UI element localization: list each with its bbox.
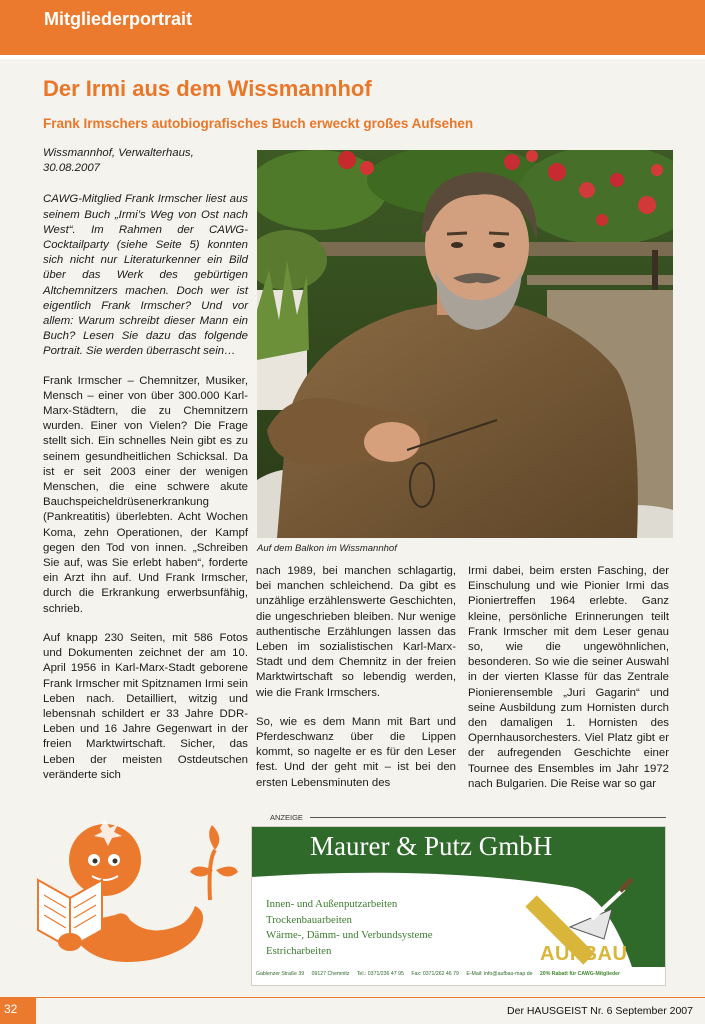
advert-service-item: Estricharbeiten xyxy=(266,944,332,957)
text-column-3 xyxy=(468,564,669,806)
advert-divider xyxy=(310,817,666,818)
advert-fax: Fax: 0371/262 46 79 xyxy=(411,971,459,977)
advert-services-list xyxy=(266,897,433,959)
page-number: 32 xyxy=(4,1002,18,1016)
article-intro: CAWG-Mitglied Frank Irmscher liest aus seinem Buch „Irmi’s Weg von Ost nach West“. Im Rahmen der CAWG-Cocktailparty (siehe Seite 5) konnten sich nicht nur Literaturkenner ein Bild über das Werk des gebürtigen Altchemnitzers machen. Doch wer ist eigentlich Frank Irmscher? Und vor allem: Warum schreibt dieser Mann ein Buch? Lesen Sie dazu das folgende Portrait. Sie werden überrascht sein… xyxy=(43,193,248,358)
advert-contact-line xyxy=(252,971,666,977)
advert-city: 09127 Chemnitz xyxy=(311,971,350,977)
section-title: Mitgliederportrait xyxy=(44,9,193,29)
section-header-bar xyxy=(0,0,705,55)
dateline-place: Wissmannhof, Verwalterhaus, xyxy=(43,147,194,159)
article-subtitle: Frank Irmschers autobiografisches Buch erweckt großes Aufsehen xyxy=(43,116,474,131)
mascot-reading-illustration xyxy=(30,820,240,970)
dateline-date: 30.08.2007 xyxy=(43,162,101,175)
article-paragraph-4: So, wie es dem Mann mit Bart und Pferdeschwanz über die Lippen kommt, so nagelte er es für den Leser fest. Und der geht mit – ist bei den ersten Lebensminuten des xyxy=(256,715,456,789)
advert-promo: 20% Rabatt für CAWG-Mitglieder xyxy=(539,971,621,977)
article-paragraph-1: Frank Irmscher – Chemnitzer, Musiker, Mensch – einer von über 300.000 Karl-Marx-Städtern, die zu Chemnitzern wurden. Einer von Vielen? Die Frage stellt sich. Ein schnelles Nein gibt es zu seinem gesundheitlichen Schicksal. Da ist er seit 2003 einer der wenigen Menschen, die eine schwere akute Bauchspeicheldrüsenerkrankung (Pankreatitis) überlebten. Acht Wochen Koma, zehn Operationen, der Kampf gegen den Tod von innen. „Schreiben Sie auf, was Sie erlebt haben“, forderte ein Arzt ihn auf. Und Frank Irmscher, durch die Erkrankung erwerbsunfähig, schrieb. xyxy=(43,374,248,615)
publication-info: Der HAUSGEIST Nr. 6 September 2007 xyxy=(507,1005,693,1017)
photo-caption: Auf dem Balkon im Wissmannhof xyxy=(257,543,397,554)
dateline xyxy=(43,146,248,176)
article-paragraph-5: Irmi dabei, beim ersten Fasching, der Einschulung und wie Pionier Irmi das Pioniertreffen 1964 erlebte. Ganz kleine, persönliche Erinnerungen teilt Frank Irmscher mit dem Leser genau so, wie die ungewöhnlichen, besonderen. So wie die seiner Auswahl in der vierten Klasse für das Zentrale Pionierensemble „Juri Gagarin“ und seine Ausbildung zum Hornisten durch den damaligen 1. Hornisten des Opernhausorchesters. Viel Platz gibt er der aufregenden Geschichte einer Tournee des Ensembles im Jahr 1972 nach Bulgarien. Die Reise war so gar xyxy=(468,565,669,790)
advertisement xyxy=(251,826,666,986)
header-divider xyxy=(0,55,705,59)
text-column-1 xyxy=(43,146,248,797)
advert-service-item: Trockenbauarbeiten xyxy=(266,913,352,926)
advert-company-name: Maurer & Putz GmbH xyxy=(310,831,553,861)
advert-address: Gablenzer Straße 39 xyxy=(256,971,305,977)
advert-brand: AUFBAU xyxy=(540,943,628,965)
article-paragraph-2: Auf knapp 230 Seiten, mit 586 Fotos und Dokumenten zeichnet der am 10. April 1956 in Karl-Marx-Stadt geborene Frank Irmscher mit Spitznamen Irmi sein Leben nach. Detailliert, witzig und lebensnah schildert er 33 Jahre DDR-Leben und 16 Jahre Gegenwart in der freien Marktwirtschaft. Sicher, das Leben der meisten Ostdeutschen veränderte sich xyxy=(43,631,248,781)
article-paragraph-3: nach 1989, bei manchen schlagartig, bei manchen schleichend. Da gibt es unzählige erzählenswerte Geschichten, die ungeschrieben bleiben. Nur wenige authentische Erzählungen lassen das Leben im sozialistischen Karl-Marx-Stadt und dem Chemnitz in der freien Marktwirtschaft so lebendig werden, wie die Frank Irmschers. xyxy=(256,565,456,699)
portrait-photo xyxy=(257,150,673,538)
footer-divider xyxy=(36,997,705,998)
page-number-box xyxy=(0,997,36,1024)
advert-email: E-Mail: info@aufbau-map.de xyxy=(466,971,533,977)
text-column-2 xyxy=(256,564,456,805)
advert-service-item: Innen- und Außenputzarbeiten xyxy=(266,898,398,910)
article-title: Der Irmi aus dem Wissmannhof xyxy=(43,76,372,101)
advert-label: ANZEIGE xyxy=(270,813,303,822)
portrait-illustration xyxy=(257,150,673,538)
advert-phone: Tel.: 0371/236 47 95 xyxy=(356,971,404,977)
mascot-icon xyxy=(30,820,240,970)
advert-service-item: Wärme-, Dämm- und Verbundsysteme xyxy=(266,929,433,941)
